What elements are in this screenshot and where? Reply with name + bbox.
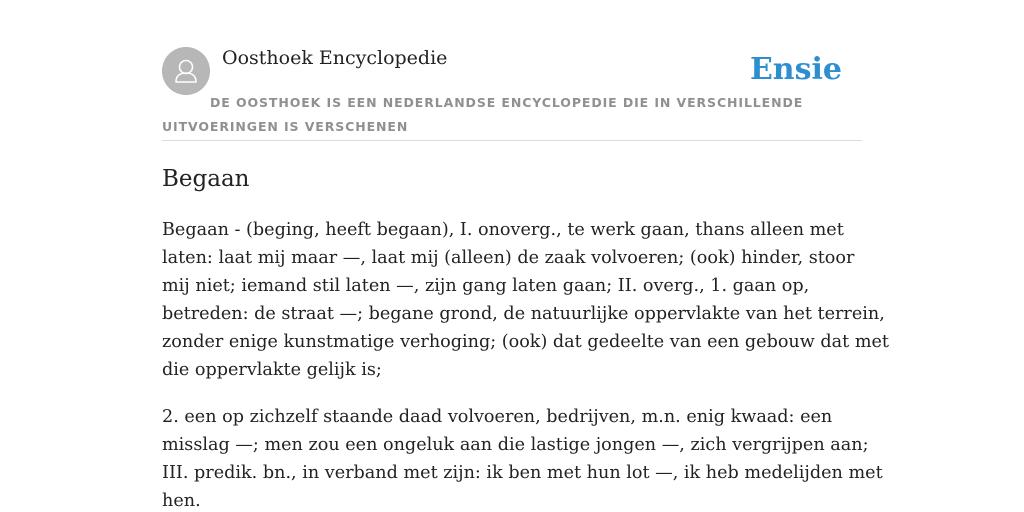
source-header — [162, 46, 862, 141]
paragraph-line: hen. — [162, 491, 201, 511]
source-name-link[interactable]: Oosthoek Encyclopedie — [222, 47, 448, 69]
paragraph-line: zonder enige kunstmatige verhoging; (ook) dat gedeelte van een gebouw dat met — [162, 332, 889, 352]
paragraph-line: 2. een op zichzelf staande daad volvoeren, bedrijven, m.n. enig kwaad: een — [162, 407, 833, 427]
article-paragraph — [162, 216, 889, 384]
source-description: DE OOSTHOEK IS EEN NEDERLANDSE ENCYCLOPEDIE DIE IN VERSCHILLENDE UITVOERINGEN IS VERSCHENEN — [162, 95, 804, 134]
paragraph-line: die oppervlakte gelijk is; — [162, 360, 382, 380]
paragraph-line: III. predik. bn., in verband met zijn: ik ben met hun lot —, ik heb medelijden met — [162, 463, 883, 483]
article-title: Begaan — [162, 166, 250, 192]
paragraph-line: laten: laat mij maar —, laat mij (alleen) de zaak volvoeren; (ook) hinder, stoor — [162, 248, 855, 268]
article-paragraph — [162, 403, 883, 512]
paragraph-line: betreden: de straat —; begane grond, de natuurlijke oppervlakte van het terrein, — [162, 304, 885, 324]
paragraph-line: mij niet; iemand stil laten —, zijn gang laten gaan; II. overg., 1. gaan op, — [162, 276, 810, 296]
article-body — [162, 216, 889, 512]
avatar-silhouette-icon — [162, 47, 210, 95]
user-avatar-icon[interactable] — [162, 47, 210, 95]
paragraph-line: misslag —; men zou een ongeluk aan die lastige jongen —, zich vergrijpen aan; — [162, 435, 869, 455]
paragraph-line: Begaan - (beging, heeft begaan), I. onoverg., te werk gaan, thans alleen met — [162, 220, 844, 240]
brand-logo-link[interactable]: Ensie — [749, 52, 842, 87]
